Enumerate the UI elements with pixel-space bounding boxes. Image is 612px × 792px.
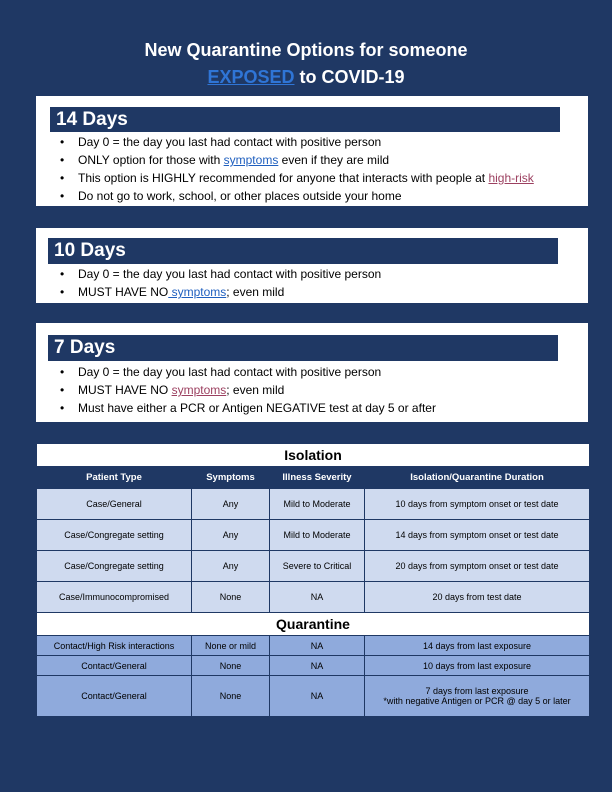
- table-row: [37, 520, 590, 551]
- table-cell: Case/Immunocompromised: [37, 582, 192, 613]
- quarantine-title-row: [37, 613, 590, 636]
- table-header-row: [37, 467, 590, 489]
- table-cell: Any: [192, 551, 270, 582]
- list-item: [50, 151, 534, 169]
- item-text: even if they are mild: [278, 153, 390, 167]
- item-text: Day 0 = the day you last had contact with positive person: [78, 267, 382, 281]
- list-item: [50, 399, 436, 417]
- item-text: This option is HIGHLY recommended for anyone that interacts with people at: [78, 171, 489, 185]
- high-risk-link[interactable]: high-risk: [488, 171, 534, 185]
- quarantine-title: Quarantine: [37, 613, 590, 636]
- table-cell: Contact/General: [37, 656, 192, 676]
- list-item: [50, 187, 534, 205]
- table-cell: NA: [270, 582, 365, 613]
- item-text: Day 0 = the day you last had contact with positive person: [78, 135, 382, 149]
- item-text: ; even mild: [226, 285, 285, 299]
- table-cell: Any: [192, 489, 270, 520]
- table-cell: Severe to Critical: [270, 551, 365, 582]
- list-item: [50, 363, 436, 381]
- table-cell: [365, 676, 590, 717]
- isolation-quarantine-table: [36, 443, 589, 717]
- card-7-days-list: [50, 363, 436, 417]
- duration-line-1: 7 days from last exposure: [425, 686, 529, 696]
- table-row: [37, 489, 590, 520]
- card-10-days: [36, 228, 588, 303]
- list-item: [50, 133, 534, 151]
- symptoms-link[interactable]: symptoms: [168, 285, 227, 299]
- card-10-days-header: 10 Days: [48, 238, 558, 264]
- table-cell: Contact/General: [37, 676, 192, 717]
- symptoms-link[interactable]: symptoms: [223, 153, 279, 167]
- title-line-2: [0, 64, 612, 91]
- item-text: MUST HAVE NO: [78, 383, 172, 397]
- table-cell: Any: [192, 520, 270, 551]
- table-cell: Mild to Moderate: [270, 520, 365, 551]
- item-text: Day 0 = the day you last had contact with positive person: [78, 365, 382, 379]
- isolation-title: Isolation: [37, 444, 590, 467]
- table-cell: NA: [270, 676, 365, 717]
- list-item: [50, 283, 381, 301]
- isolation-title-row: [37, 444, 590, 467]
- item-text: ; even mild: [226, 383, 285, 397]
- table-cell: 10 days from last exposure: [365, 656, 590, 676]
- card-14-days: [36, 96, 588, 206]
- item-text: ONLY option for those with: [78, 153, 224, 167]
- table-cell: None: [192, 656, 270, 676]
- table-cell: None: [192, 582, 270, 613]
- table-row: [37, 551, 590, 582]
- list-item: [50, 381, 436, 399]
- table-row: [37, 636, 590, 656]
- table-cell: None: [192, 676, 270, 717]
- header-duration: Isolation/Quarantine Duration: [365, 467, 590, 489]
- header-patient-type: Patient Type: [37, 467, 192, 489]
- table-cell: 20 days from test date: [365, 582, 590, 613]
- table-row: [37, 676, 590, 717]
- table-cell: 14 days from last exposure: [365, 636, 590, 656]
- table-cell: Mild to Moderate: [270, 489, 365, 520]
- title-line-2-rest: to COVID-19: [294, 67, 405, 87]
- header-symptoms: Symptoms: [192, 467, 270, 489]
- card-7-days: [36, 323, 588, 422]
- table-cell: NA: [270, 656, 365, 676]
- list-item: [50, 169, 534, 187]
- table-cell: Case/General: [37, 489, 192, 520]
- table-row: [37, 656, 590, 676]
- item-text: Do not go to work, school, or other places outside your home: [78, 189, 402, 203]
- symptoms-link[interactable]: symptoms: [171, 383, 227, 397]
- table-cell: NA: [270, 636, 365, 656]
- title-line-1: New Quarantine Options for someone: [144, 40, 468, 60]
- item-text: MUST HAVE NO: [78, 285, 169, 299]
- item-text: Must have either a PCR or Antigen NEGATIVE test at day 5 or after: [78, 401, 436, 415]
- card-14-days-list: [50, 133, 534, 205]
- table-cell: 10 days from symptom onset or test date: [365, 489, 590, 520]
- card-7-days-header: 7 Days: [48, 335, 558, 361]
- list-item: [50, 265, 381, 283]
- table-cell: Contact/High Risk interactions: [37, 636, 192, 656]
- exposed-link[interactable]: EXPOSED: [207, 67, 295, 87]
- page-title: [0, 37, 612, 91]
- header-illness-severity: Illness Severity: [270, 467, 365, 489]
- card-14-days-header: 14 Days: [50, 107, 560, 132]
- table-cell: None or mild: [192, 636, 270, 656]
- table-cell: Case/Congregate setting: [37, 551, 192, 582]
- table-row: [37, 582, 590, 613]
- card-10-days-list: [50, 265, 381, 301]
- duration-line-2: *with negative Antigen or PCR @ day 5 or later: [383, 696, 571, 706]
- table-cell: 14 days from symptom onset or test date: [365, 520, 590, 551]
- table-cell: 20 days from symptom onset or test date: [365, 551, 590, 582]
- table-cell: Case/Congregate setting: [37, 520, 192, 551]
